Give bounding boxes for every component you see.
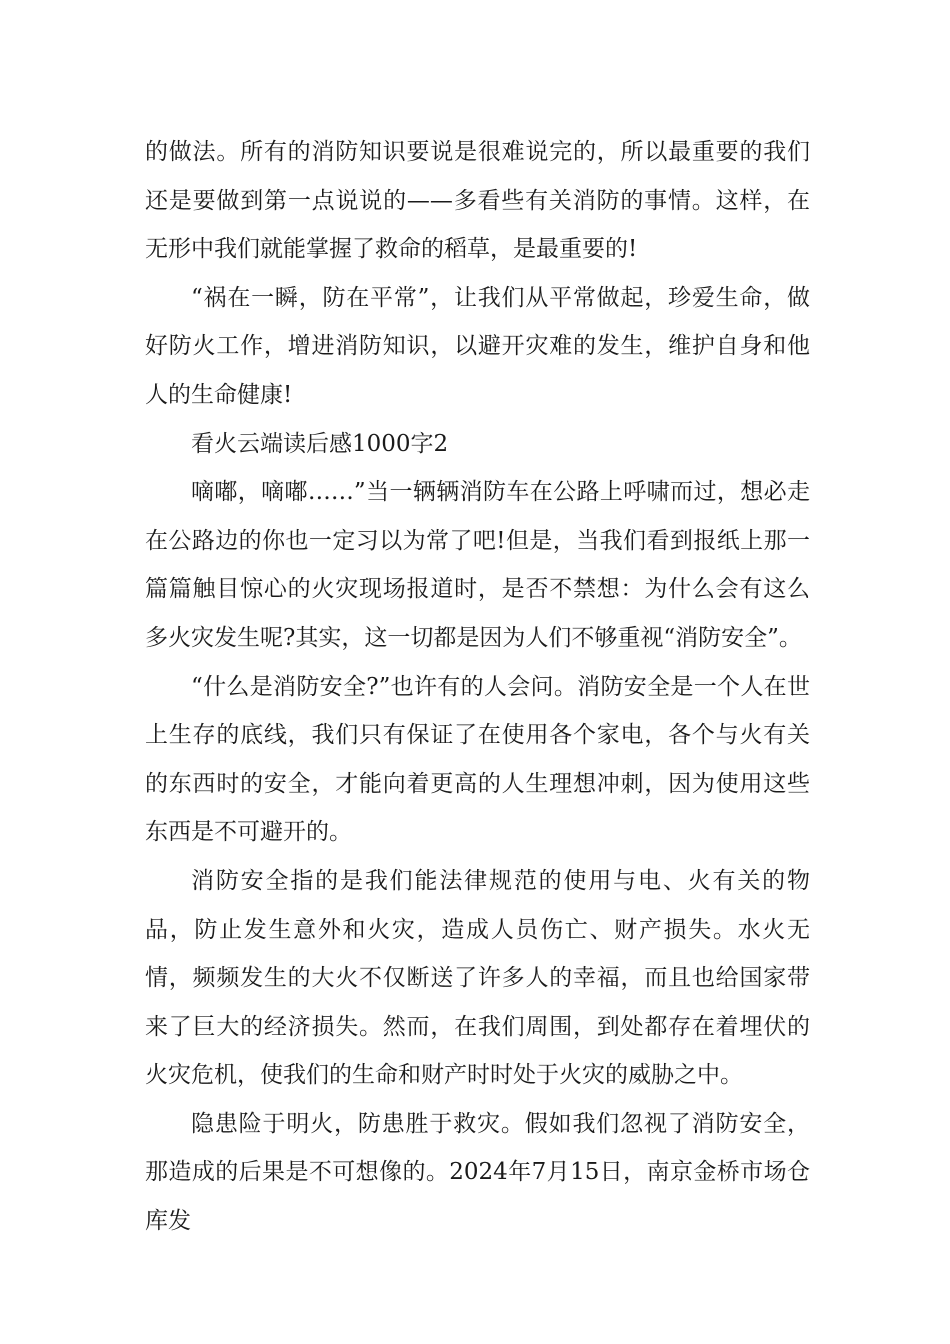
paragraph-fire-safety-definition: 消防安全指的是我们能法律规范的使用与电、火有关的物品，防止发生意外和火灾，造成人员伤亡、财产损失。水火无情，频频发生的大火不仅断送了许多人的幸福，而且也给国家带来了巨大的经济损失。然而，在我们周围，到处都存在着埋伏的火灾危机，使我们的生命和财产时时处于火灾的威胁之中。: [145, 867, 810, 1089]
section-heading: 看火云端读后感1000字2: [191, 430, 449, 457]
paragraph-continuation: 的做法。所有的消防知识要说是很难说完的，所以最重要的我们还是要做到第一点说说的——多看些有关消防的事情。这样，在无形中我们就能掌握了救命的稻草，是最重要的!: [145, 139, 810, 263]
document-body: [145, 128, 810, 1246]
paragraph-motto: “祸在一瞬，防在平常”，让我们从平常做起，珍爱生命，做好防火工作，增进消防知识，以避开灾难的发生，维护自身和他人的生命健康!: [145, 284, 810, 408]
paragraph-what-is-fire-safety: “什么是消防安全?”也许有的人会问。消防安全是一个人在世上生存的底线，我们只有保证了在使用各个家电，各个与火有关的东西时的安全，才能向着更高的人生理想冲刺，因为使用这些东西是不可避开的。: [145, 673, 810, 846]
paragraph-hidden-danger: 隐患险于明火，防患胜于救灾。假如我们忽视了消防安全，那造成的后果是不可想像的。2024年7月15日，南京金桥市场仓库发: [145, 1110, 810, 1235]
paragraph-fire-truck: 嘀嘟，嘀嘟……”当一辆辆消防车在公路上呼啸而过，想必走在公路边的你也一定习以为常了吧!但是，当我们看到报纸上那一篇篇触目惊心的火灾现场报道时，是否不禁想：为什么会有这么多火灾发生呢?其实，这一切都是因为人们不够重视“消防安全”。: [145, 479, 810, 651]
